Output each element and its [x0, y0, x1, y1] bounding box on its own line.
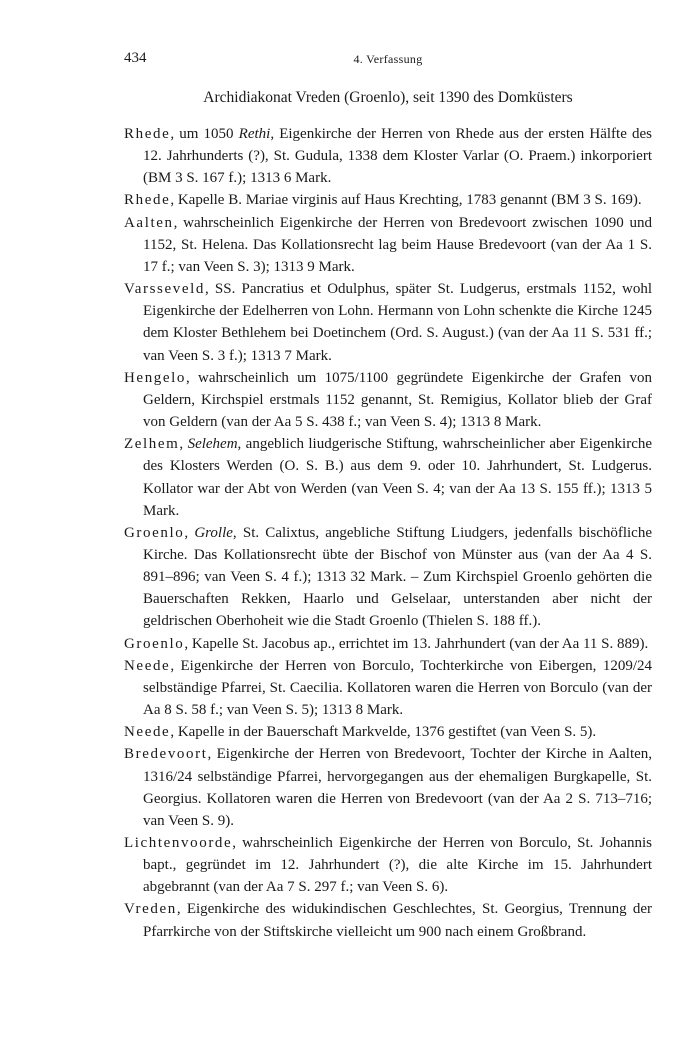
entry-place: Varsseveld [124, 281, 205, 298]
entry-lichtenvoorde: Lichtenvoorde, wahrscheinlich Eigenkirche der Herren von Borculo, St. Johannis bapt., gegründet im 12. Jahrhundert (?), die alte Kirche im 15. Jahrhundert abgebrannt (van der Aa 7 S. 297 f.; van Veen S. 6). [124, 835, 653, 896]
page-number: 434 [124, 50, 147, 66]
entry-vreden: Vreden, Eigenkirche des widukindischen Geschlechtes, St. Georgius, Trennung der Pfarrkirche von der Stiftskirche vielleicht um 900 nach einem Großbrand. [124, 901, 653, 940]
entry-alt-name: Rethi [238, 126, 271, 142]
entry-place: Rhede [124, 126, 171, 142]
entry-place: Vreden [124, 901, 177, 918]
entry-text: Eigenkirche des widukindischen Geschlechtes, St. Georgius, Trennung der Pfarrkirche von der Stiftskirche vielleicht um 900 nach einem Großbrand. [143, 901, 653, 940]
entry-bredevoort: Bredevoort, Eigenkirche der Herren von Bredevoort, Tochter der Kirche in Aalten, 1316/24 selbständige Pfarrei, hervorgegangen aus der ehemaligen Burgkapelle, St. Georgius. Kollatoren waren die Herren von Bredevoort (van der Aa 2 S. 713–716; van Veen S. 9). [124, 746, 653, 829]
entry-place: Groenlo [124, 635, 185, 652]
entry-rhede: Rhede, um 1050 Rethi, Eigenkirche der Herren von Rhede aus der ersten Hälfte des 12. Jahrhunderts (?), St. Gudula, 1338 dem Kloster Varlar (O. Praem.) inkorporiert (BM 3 S. 167 f.); 1313 6 Mark. [124, 126, 652, 187]
section-title: Archidiakonat Vreden (Groenlo), seit 1390 des Domküsters [203, 89, 573, 106]
entry-text: wahrscheinlich Eigenkirche der Herren von Borculo, St. Johannis bapt., gegründet im 12. Jahrhundert (?), die alte Kirche im 15. Jahrhundert abgebrannt (van der Aa 7 S. 297 f.; van Veen S. 6). [143, 835, 653, 896]
entry-neede-kapelle: Neede, Kapelle in der Bauerschaft Markvelde, 1376 gestiftet (van Veen S. 5). [124, 724, 597, 741]
entry-hengelo: Hengelo, wahrscheinlich um 1075/1100 gegründete Eigenkirche der Grafen von Geldern, Kirchspiel erstmals 1152 genannt, St. Remigius, Kollator blieb der Graf von Geldern (van der Aa 5 S. 438 f.; van Veen S. 4); 1313 8 Mark. [124, 369, 652, 431]
entry-place: Aalten [124, 214, 174, 231]
entry-aalten: Aalten, wahrscheinlich Eigenkirche der Herren von Bredevoort zwischen 1090 und 1152, St. Helena. Das Kollationsrecht lag beim Hause Bredevoort (van der Aa 1 S. 17 f.; van Veen S. 3); 1313 9 Mark. [124, 214, 652, 275]
entry-place: Neede [124, 657, 171, 674]
entry-alt-name: Selehem [187, 436, 238, 453]
entry-text: wahrscheinlich um 1075/1100 gegründete Eigenkirche der Grafen von Geldern, Kirchspiel erstmals 1152 genannt, St. Remigius, Kollator blieb der Graf von Geldern (van der Aa 5 S. 438 f.; van Veen S. 4); 1313 8 Mark. [143, 369, 652, 431]
entry-varsseveld: Varsseveld, SS. Pancratius et Odulphus, später St. Ludgerus, erstmals 1152, wohl Eigenkirche der Edelherren von Lohn. Hermann von Lohn schenkte die Kirche 1245 dem Kloster Bethlehem bei Doetinchem (Ord. S. August.) (van der Aa 11 S. 531 ff.; van Veen S. 3 f.); 1313 7 Mark. [124, 281, 653, 364]
running-head: 4. Verfassung [353, 52, 423, 66]
entry-alt-name: Grolle [194, 524, 233, 541]
entry-text: Kapelle St. Jacobus ap., errichtet im 13. Jahrhundert (van der Aa 11 S. 889). [191, 635, 649, 652]
entry-zelhem: Zelhem, Selehem, angeblich liudgerische Stiftung, wahrscheinlicher aber Eigenkirche des Klosters Werden (O. S. B.) aus dem 9. oder 10. Jahrhundert, St. Ludgerus. Kollator war der Abt von Werden (van Veen S. 4; van der Aa 13 S. 155 ff.); 1313 5 Mark. [124, 436, 653, 519]
entry-list [124, 123, 652, 943]
entry-text: , angeblich liudgerische Stiftung, wahrscheinlicher aber Eigenkirche des Klosters Werden (O. S. B.) aus dem 9. oder 10. Jahrhundert, St. Ludgerus. Kollator war der Abt von Werden (van Veen S. 4; van der Aa 13 S. 155 ff.); 1313 5 Mark. [143, 436, 653, 519]
entry-groenlo: Groenlo, Grolle, St. Calixtus, angebliche Stiftung Liudgers, jedenfalls bischöfliche Kirche. Das Kollationsrecht übte der Bischof von Münster aus (van der Aa 4 S. 891–896; van Veen S. 4 f.); 1313 32 Mark. – Zum Kirchspiel Groenlo gehörten die Bauerschaften Rekken, Haarlo und Gelselaar, unterstanden aber nicht der geldrischen Oberhoheit wie die Stadt Groenlo (Thielen S. 188 ff.). [124, 524, 653, 630]
entry-text: , St. Calixtus, angebliche Stiftung Liudgers, jedenfalls bischöfliche Kirche. Das Kollationsrecht übte der Bischof von Münster aus (van der Aa 4 S. 891–896; van Veen S. 4 f.); 1313 32 Mark. – Zum Kirchspiel Groenlo gehörten die Bauerschaften Rekken, Haarlo und Gelselaar, unterstanden aber nicht der geldrischen Oberhoheit wie die Stadt Groenlo (Thielen S. 188 ff.). [143, 524, 653, 630]
entry-text: Eigenkirche der Herren von Borculo, Tochterkirche von Eibergen, 1209/24 selbständige Pfarrei, St. Caecilia. Kollatoren waren die Herren von Borculo (van der Aa 8 S. 58 f.; van Veen S. 5); 1313 8 Mark. [143, 657, 653, 719]
page-header [124, 50, 652, 72]
entry-text: Eigenkirche der Herren von Bredevoort, Tochter der Kirche in Aalten, 1316/24 selbständige Pfarrei, hervorgegangen aus der ehemaligen Burgkapelle, St. Georgius. Kollatoren waren die Herren von Bredevoort (van der Aa 2 S. 713–716; van Veen S. 9). [143, 746, 653, 829]
entry-groenlo-kapelle: Groenlo, Kapelle St. Jacobus ap., errichtet im 13. Jahrhundert (van der Aa 11 S. 889). [124, 635, 649, 652]
entry-text: Kapelle in der Bauerschaft Markvelde, 1376 gestiftet (van Veen S. 5). [177, 724, 597, 741]
entry-place: Hengelo [124, 369, 187, 386]
entry-neede: Neede, Eigenkirche der Herren von Borculo, Tochterkirche von Eibergen, 1209/24 selbständige Pfarrei, St. Caecilia. Kollatoren waren die Herren von Borculo (van der Aa 8 S. 58 f.; van Veen S. 5); 1313 8 Mark. [124, 657, 653, 719]
entry-place: Neede [124, 724, 171, 741]
entry-place: Groenlo [124, 524, 185, 541]
entry-text: SS. Pancratius et Odulphus, später St. Ludgerus, erstmals 1152, wohl Eigenkirche der Edelherren von Lohn. Hermann von Lohn schenkte die Kirche 1245 dem Kloster Bethlehem bei Doetinchem (Ord. S. August.) (van der Aa 11 S. 531 ff.; van Veen S. 3 f.); 1313 7 Mark. [143, 281, 653, 364]
entry-place: Rhede [124, 192, 171, 209]
entry-rhede-kapelle: Rhede, Kapelle B. Mariae virginis auf Haus Krechting, 1783 genannt (BM 3 S. 169). [124, 192, 642, 209]
entry-text: wahrscheinlich Eigenkirche der Herren von Bredevoort zwischen 1090 und 1152, St. Helena. Das Kollationsrecht lag beim Hause Bredevoort (van der Aa 1 S. 17 f.; van Veen S. 3); 1313 9 Mark. [143, 214, 652, 275]
entry-text: Kapelle B. Mariae virginis auf Haus Krechting, 1783 genannt (BM 3 S. 169). [177, 192, 642, 209]
entry-place: Lichtenvoorde [124, 835, 233, 851]
entry-place: Zelhem [124, 436, 180, 453]
entry-text: , Eigenkirche der Herren von Rhede aus der ersten Hälfte des 12. Jahrhunderts (?), St. Gudula, 1338 dem Kloster Varlar (O. Praem.) inkorporiert (BM 3 S. 167 f.); 1313 6 Mark. [143, 126, 652, 187]
entry-place: Bredevoort [124, 746, 208, 763]
